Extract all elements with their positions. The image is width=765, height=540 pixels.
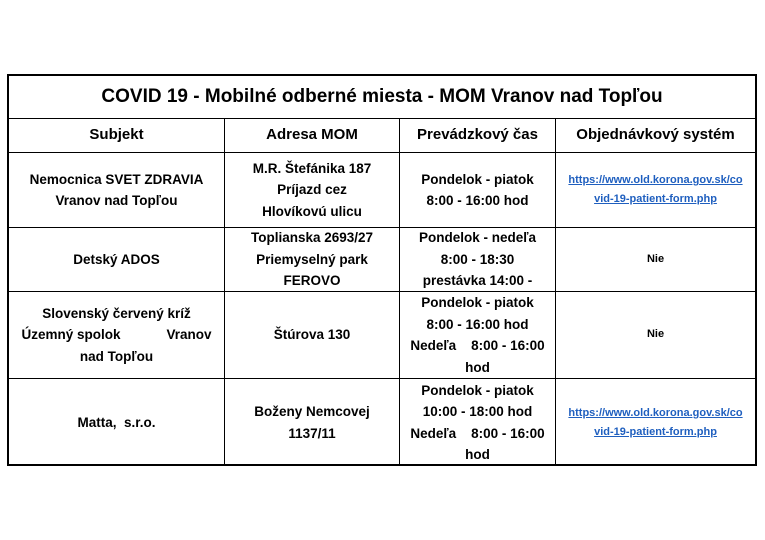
system-link[interactable]: https://www.old.korona.gov.sk/co vid-19-patient-form.php [568,174,743,205]
adresa-cell: Boženy Nemcovej 1137/11 [225,379,400,466]
cas-cell: Pondelok - piatok 8:00 - 16:00 hod [400,153,556,227]
table-row [9,153,755,228]
table-row [9,228,755,292]
adresa-cell: Toplianska 2693/27 Priemyselný park FEROVO [225,228,400,291]
adresa-cell: M.R. Štefánika 187 Príjazd cez Hlovíkovú ulicu [225,153,400,227]
adresa-cell: Štúrova 130 [225,292,400,378]
system-link[interactable]: https://www.old.korona.gov.sk/co vid-19-patient-form.php [568,406,743,438]
system-cell: Nie [646,328,665,341]
header-cas: Prevádzkový čas [400,118,556,152]
system-cell: Nie [646,252,665,265]
table-row [9,379,755,466]
table-row [9,292,755,379]
header-row [9,118,755,153]
subjekt-cell: Nemocnica SVET ZDRAVIA Vranov nad Topľou [9,153,225,227]
cas-cell: Pondelok - piatok 10:00 - 18:00 hod Nedeľa 8:00 - 16:00 hod [400,379,556,466]
table-title: COVID 19 - Mobilné odberné miesta - MOM Vranov nad Topľou [9,76,755,119]
cas-cell: Pondelok - piatok 8:00 - 16:00 hod Nedeľa 8:00 - 16:00 hod [400,292,556,378]
header-system: Objednávkový systém [576,126,735,144]
cas-cell: Pondelok - nedeľa 8:00 - 18:30 prestávka 14:00 - [400,228,556,291]
header-subjekt: Subjekt [9,118,225,152]
subjekt-cell: Matta, s.r.o. [9,379,225,466]
table-grid [9,118,755,466]
mom-table [7,74,757,466]
header-adresa: Adresa MOM [225,118,400,152]
subjekt-cell: Slovenský červený kríž Územný spolok Vranov nad Topľou [9,292,225,378]
subjekt-cell: Detský ADOS [9,228,225,291]
